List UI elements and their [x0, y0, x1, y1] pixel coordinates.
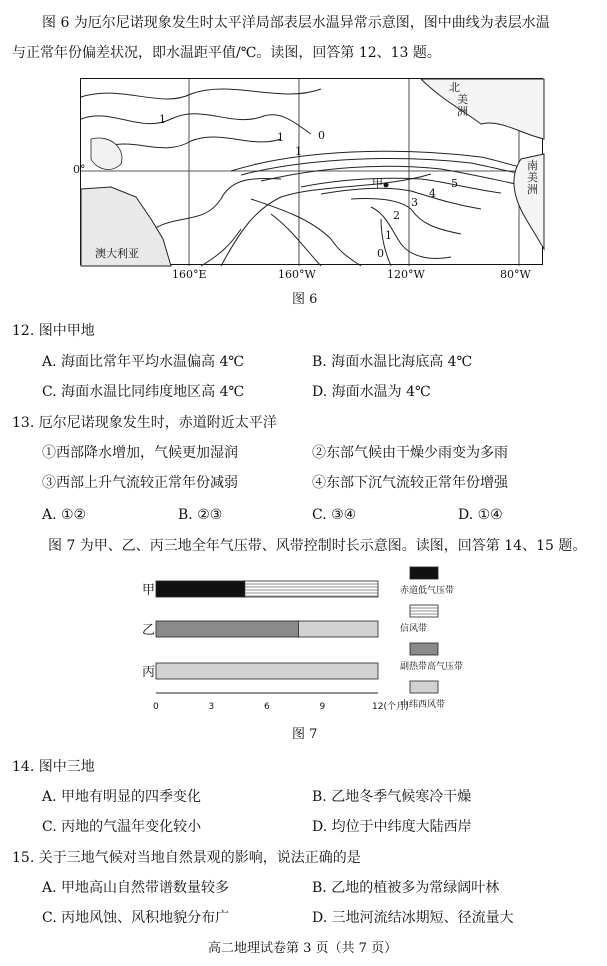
intro-line-2: 与正常年份偏差状况，即水温距平值/℃。读图，回答第 12、13 题。 — [12, 45, 441, 61]
q12-option-c[interactable]: C. 海面水温比同纬度地区高 4℃ — [42, 384, 245, 400]
label-south-america-3: 洲 — [527, 183, 538, 196]
q13-item-3: ③西部上升气流较正常年份减弱 — [42, 475, 238, 491]
q15-option-b[interactable]: B. 乙地的植被多为常绿阔叶林 — [312, 880, 500, 896]
intro-line-1: 图 6 为厄尔尼诺现象发生时太平洋局部表层水温异常示意图，图中曲线为表层水温 — [42, 15, 550, 31]
legend-label: 赤道低气压带 — [400, 586, 455, 596]
q12-option-d[interactable]: D. 海面水温为 4℃ — [312, 384, 431, 400]
lon-label-120w: 120°W — [387, 268, 425, 281]
intro-2: 图 7 为甲、乙、丙三地全年气压带、风带控制时长示意图。读图，回答第 14、15 题。 — [48, 538, 587, 554]
x-tick-label: 6 — [264, 702, 270, 712]
category-label: 乙 — [142, 623, 156, 638]
bar-segment — [298, 621, 378, 637]
lon-label-160e: 160°E — [172, 268, 207, 281]
bar-segment — [156, 621, 298, 637]
category-label: 甲 — [142, 583, 156, 598]
map-drawing — [81, 79, 544, 266]
q14-option-b[interactable]: B. 乙地冬季气候寒冷干燥 — [312, 789, 472, 805]
equator-label: 0° — [73, 163, 86, 176]
contour-label-3: 3 — [411, 196, 418, 209]
north-america-landmass — [421, 79, 544, 139]
q12-stem: 12. 图中甲地 — [12, 323, 95, 339]
figure-7-caption: 图 7 — [292, 727, 318, 742]
legend-label: 副热带高气压带 — [400, 662, 464, 672]
legend-swatch — [410, 681, 438, 693]
legend-label: 信风带 — [400, 624, 428, 634]
x-tick-label: 12(个月) — [372, 702, 409, 712]
q13-option-a[interactable]: A. ①② — [42, 507, 87, 523]
label-north-america-2: 美 — [457, 93, 468, 106]
q15-option-a[interactable]: A. 甲地高山自然带谱数量较多 — [42, 880, 230, 896]
contour-label-1d: 1 — [385, 229, 392, 242]
label-south-america-1: 南 — [527, 159, 538, 172]
point-jia — [384, 183, 389, 188]
q13-item-1: ①西部降水增加，气候更加湿润 — [42, 445, 238, 461]
contour-label-0a: 0 — [318, 129, 325, 142]
bar-segment — [245, 581, 378, 597]
figure-7-chart — [140, 565, 480, 715]
x-tick-label: 9 — [319, 702, 326, 712]
lon-label-80w: 80°W — [500, 268, 531, 281]
legend-label: 中纬西风带 — [400, 700, 446, 710]
q15-option-d[interactable]: D. 三地河流结冰期短、径流量大 — [312, 910, 514, 926]
contour-label-2: 2 — [393, 209, 400, 222]
bar-segment — [156, 663, 378, 679]
q13-item-4: ④东部下沉气流较正常年份增强 — [312, 475, 508, 491]
contour-label-1b: 1 — [277, 131, 284, 144]
lon-label-160w: 160°W — [278, 268, 316, 281]
contour-label-0b: 0 — [377, 247, 384, 260]
contour-label-5: 5 — [451, 177, 458, 190]
q13-option-b[interactable]: B. ②③ — [178, 507, 223, 523]
figure-6-map — [73, 78, 543, 265]
q12-option-b[interactable]: B. 海面水温比海底高 4℃ — [312, 354, 473, 370]
q13-stem: 13. 厄尔尼诺现象发生时，赤道附近太平洋 — [12, 415, 277, 431]
label-south-america-2: 美 — [527, 171, 538, 184]
bar-segment — [156, 581, 245, 597]
q15-stem: 15. 关于三地气候对当地自然景观的影响，说法正确的是 — [12, 850, 361, 866]
label-north-america-3: 洲 — [457, 105, 468, 118]
q13-option-c[interactable]: C. ③④ — [312, 507, 357, 523]
page-footer: 高二地理试卷第 3 页（共 7 页） — [208, 941, 398, 956]
contour-label-1a: 1 — [159, 113, 166, 126]
q15-option-c[interactable]: C. 丙地风蚀、风积地貌分布广 — [42, 910, 230, 926]
x-tick-label: 0 — [153, 702, 159, 712]
figure-6-caption: 图 6 — [292, 292, 318, 307]
q14-stem: 14. 图中三地 — [12, 759, 95, 775]
legend-swatch — [410, 643, 438, 655]
x-tick-label: 3 — [208, 702, 215, 712]
q13-option-d[interactable]: D. ①④ — [458, 507, 503, 523]
contour-label-4: 4 — [429, 187, 436, 200]
q14-option-a[interactable]: A. 甲地有明显的四季变化 — [42, 789, 202, 805]
legend-swatch — [410, 567, 438, 579]
label-australia: 澳大利亚 — [95, 247, 139, 260]
contour-label-1c: 1 — [295, 145, 302, 158]
label-north-america-1: 北 — [449, 81, 460, 94]
label-jia: 甲 — [372, 177, 383, 190]
category-label: 丙 — [142, 665, 156, 680]
q14-option-c[interactable]: C. 丙地的气温年变化较小 — [42, 819, 202, 835]
q14-option-d[interactable]: D. 均位于中纬度大陆西岸 — [312, 819, 472, 835]
q12-option-a[interactable]: A. 海面比常年平均水温偏高 4℃ — [42, 354, 245, 370]
q13-item-2: ②东部气候由干燥少雨变为多雨 — [312, 445, 508, 461]
